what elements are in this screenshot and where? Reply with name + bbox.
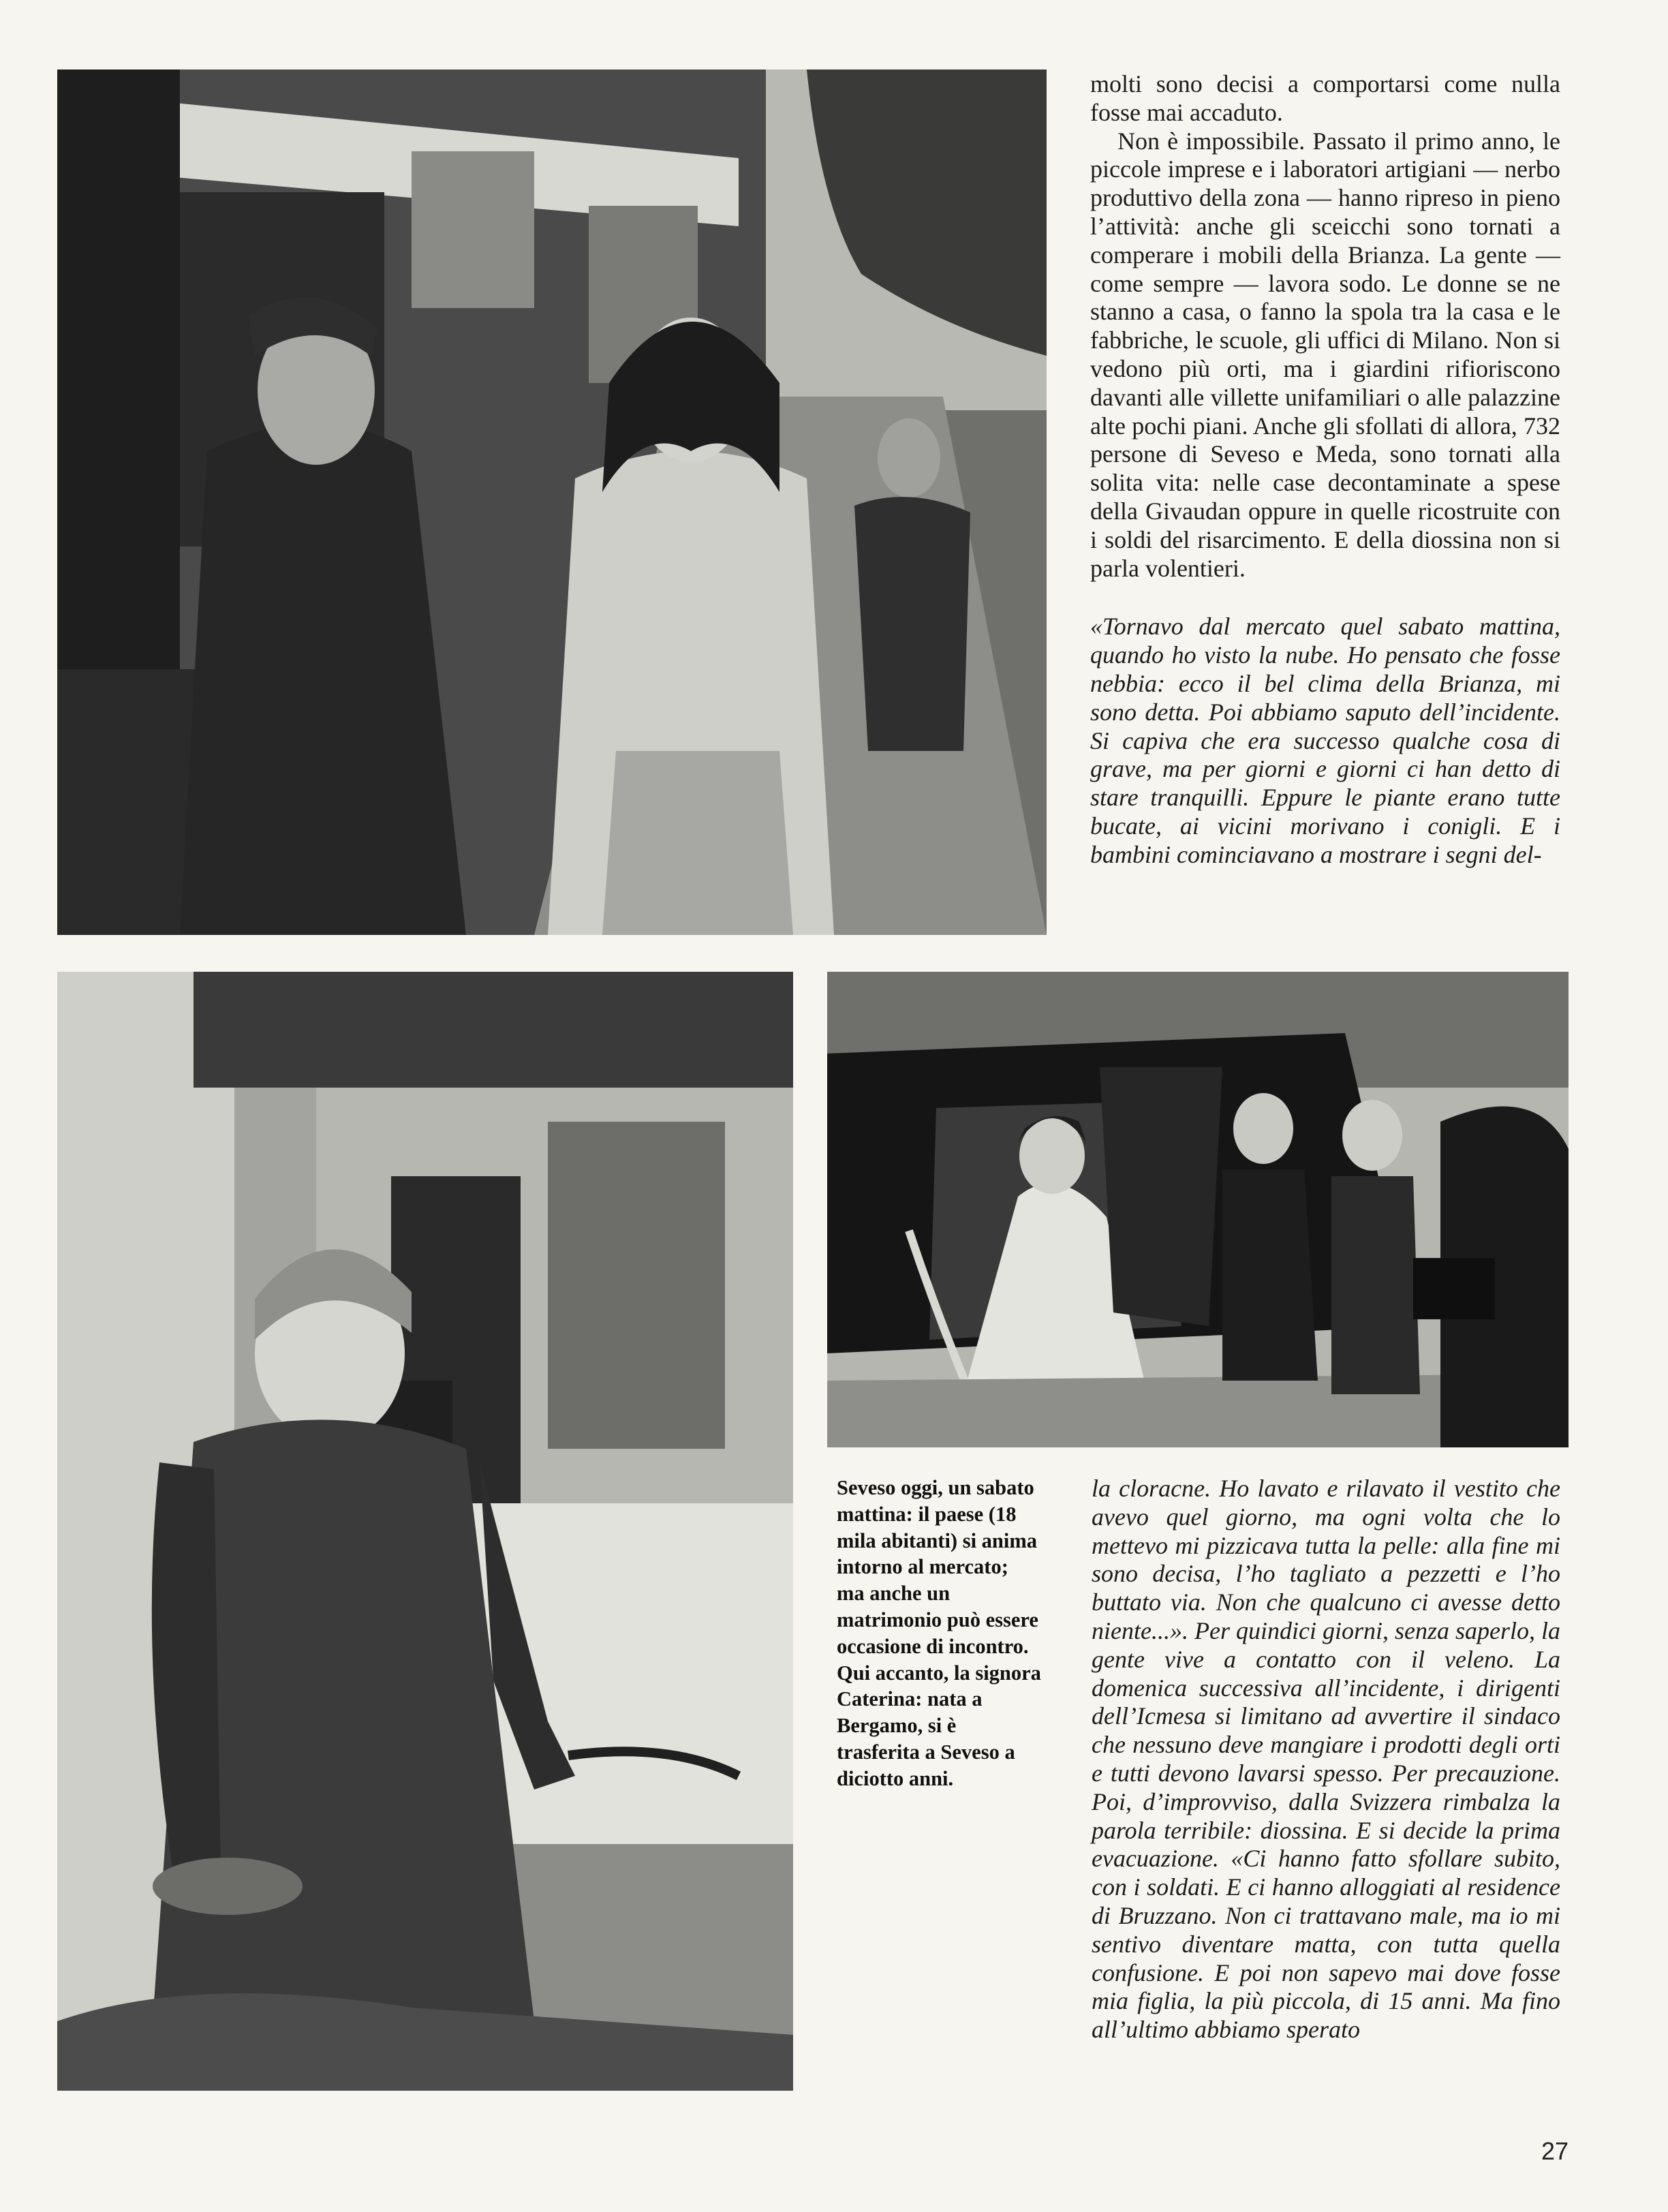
article-column-1 bbox=[1090, 70, 1560, 870]
article-paragraph-continued: molti sono decisi a comportarsi come nulla fosse mai accaduto. bbox=[1090, 70, 1560, 126]
article-paragraph: Non è impossibile. Passato il primo anno, le piccole imprese e i laboratori artigiani — nerbo produttivo della zona — hanno ripreso in pieno l’attività: anche gli sceicchi sono tornati a comperare i mobili della Brianza. La gente — come sempre — lavora sodo. Le donne se ne stanno a casa, o fanno la spola tra la casa e le fabbriche, le scuole, gli uffici di Milano. Non si vedono più orti, ma i giardini rifioriscono davanti alle villette unifamiliari o alle palazzine alte pochi piani. Anche gli sfollati di allora, 732 persone di Seveso e Meda, sono tornati alla solita vita: nelle case decontaminate a spese della Givaudan oppure in quelle ricostruite con i soldi del risarcimento. E della diossina non si parla volentieri. bbox=[1090, 127, 1560, 582]
woman-with-bicycle-photo bbox=[57, 972, 793, 2091]
testimony-quote: «Tornavo dal mercato quel sabato mattina, quando ho visto la nube. Ho pensato che fosse nebbia: ecco il bel clima della Brianza, mi sono detta. Poi abbiamo saputo dell’incidente. Si capiva che era successo qualche cosa di grave, ma per giorni e giorni ci han detto di stare tranquilli. Eppure le piante erano tutte bucate, ai vicini morivano i conigli. E i bambini cominciavano a mostrare i segni del- bbox=[1090, 613, 1560, 868]
market-photo bbox=[57, 70, 1047, 935]
photo-caption: Seveso oggi, un sabato mattina: il paese (18 mila abitanti) si anima intorno al mercato; ma anche un matrimonio può essere occasione di incontro. Qui accanto, la signora Caterina: nata a Bergamo, si è trasferita a Seveso a diciotto anni. bbox=[837, 1476, 1041, 1790]
testimony-continuation: la cloracne. Ho lavato e rilavato il vestito che avevo quel giorno, ma ogni volta che lo mettevo mi pizzicava tutta la pelle: alla fine mi sono decisa, l’ho tagliato a pezzetti e l’ho buttato via. Non che qualcuno ci avesse detto niente...». Per quindici giorni, senza saperlo, la gente vive a contatto con il veleno. La domenica successiva all’incidente, i dirigenti dell’Icmesa si limitano ad avvertire il sindaco che nessuno deve mangiare i prodotti degli orti e tutti devono lavarsi spesso. Per precauzione. Poi, d’improvviso, dalla Svizzera rimbalza la parola terribile: diossina. E si decide la prima evacuazione. «Ci hanno fatto sfollare subito, con i soldati. E ci hanno alloggiati al residence di Bruzzano. Non ci trattavano male, ma io mi sentivo diventare matta, con tutta quella confusione. E poi non sapevo mai dove fosse mia figlia, la più piccola, di 15 anni. Ma fino all’ultimo abbiamo sperato bbox=[1092, 1475, 1560, 2044]
page-number: 27 bbox=[1541, 2137, 1569, 2165]
wedding-photo bbox=[827, 972, 1569, 1447]
article-column-2 bbox=[1092, 1475, 1560, 2044]
